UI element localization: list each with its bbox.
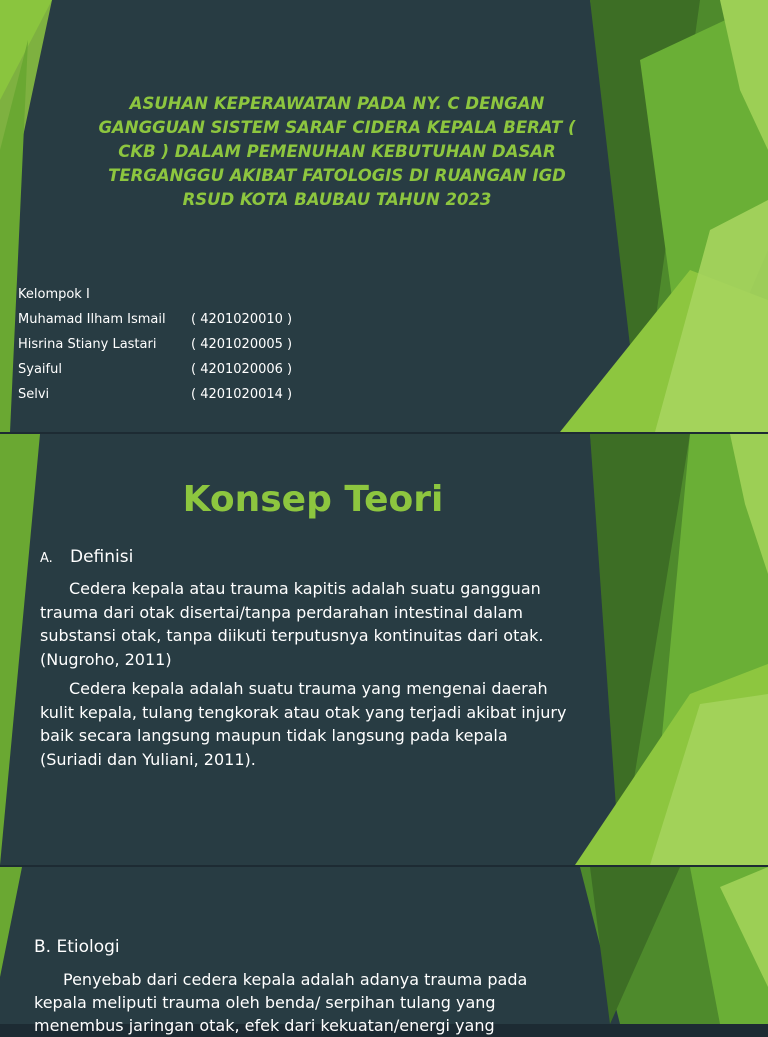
- section-title: Definisi: [70, 547, 134, 567]
- paragraph: Cedera kepala adalah suatu trauma yang mengenai daerah kulit kepala, tulang tengkorak atau otak yang terjadi akibat injury baik secara langsung maupun tidak langsung pada kepala (Suriadi dan Yuliani, 2011).: [40, 679, 567, 769]
- member-row: [18, 382, 292, 407]
- group-members: [18, 282, 292, 407]
- member-name: Selvi: [18, 387, 50, 402]
- section-marker: A.: [40, 551, 53, 566]
- member-row: [18, 307, 292, 332]
- member-row: [18, 357, 292, 382]
- member-row: [18, 332, 292, 357]
- member-id: ( 4201020014 ): [191, 387, 293, 402]
- section-heading: [40, 547, 133, 567]
- member-name: Hisrina Stiany Lastari: [18, 337, 157, 352]
- slide-title: [0, 0, 768, 432]
- slide-heading: Konsep Teori: [182, 479, 444, 520]
- presentation-title: ASUHAN KEPERAWATAN PADA NY. C DENGAN GANGGUAN SISTEM SARAF CIDERA KEPALA BERAT ( CKB ) DALAM PEMENUHAN KEBUTUHAN DASAR TERGANGGU AKIBAT FATOLOGIS DI RUANGAN IGD RSUD KOTA BAUBAU TAHUN 2023: [98, 94, 576, 209]
- paragraph: Cedera kepala atau trauma kapitis adalah suatu gangguan trauma dari otak disertai/tanpa perdarahan intestinal dalam substansi otak, tanpa diikuti terputusnya kontinuitas dari otak.(Nugroho, 2011): [40, 579, 544, 669]
- member-id: ( 4201020006 ): [191, 362, 293, 377]
- member-name: Muhamad Ilham Ismail: [18, 312, 166, 327]
- member-id: ( 4201020005 ): [191, 337, 293, 352]
- slide-etiologi: [0, 867, 768, 1035]
- member-id: ( 4201020010 ): [191, 312, 293, 327]
- paragraph: Penyebab dari cedera kepala adalah adanya trauma pada kepala meliputi trauma oleh benda/ serpihan tulang yang menembus jaringan otak, efek dari kekuatan/energi yang: [34, 970, 528, 1035]
- slide-konsep-teori: [0, 434, 768, 865]
- group-label: Kelompok I: [18, 287, 90, 302]
- section-title: B. Etiologi: [34, 937, 120, 957]
- member-name: Syaiful: [18, 362, 62, 377]
